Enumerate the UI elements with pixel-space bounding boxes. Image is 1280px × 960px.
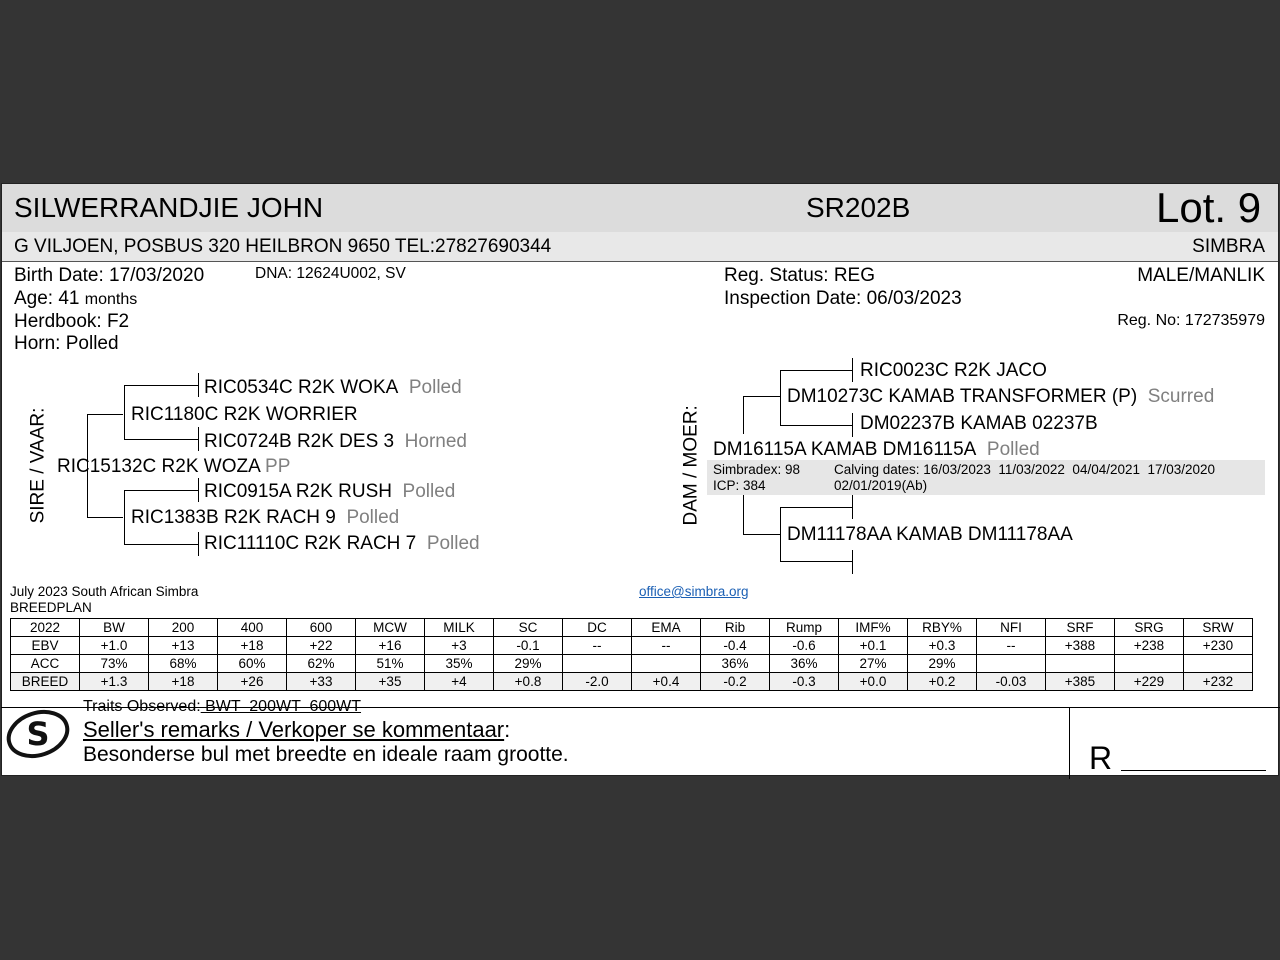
inspection-date: Inspection Date: 06/03/2023 xyxy=(724,288,962,309)
ebv-cell: +232 xyxy=(1184,673,1253,691)
ebv-cell: -- xyxy=(977,637,1046,655)
ebv-cell xyxy=(563,655,632,673)
ebv-cell: 60% xyxy=(218,655,287,673)
ebv-cell: 29% xyxy=(494,655,563,673)
owner-address: G VILJOEN, POSBUS 320 HEILBRON 9650 TEL:27827690344 xyxy=(14,236,552,257)
ebv-cell: +18 xyxy=(218,637,287,655)
ebv-cell: +0.0 xyxy=(839,673,908,691)
ebv-cell: +35 xyxy=(356,673,425,691)
ebv-cell: DC xyxy=(563,619,632,637)
ebv-cell: +229 xyxy=(1115,673,1184,691)
ebv-cell: -0.1 xyxy=(494,637,563,655)
ebv-cell: SRW xyxy=(1184,619,1253,637)
ebv-cell: EMA xyxy=(632,619,701,637)
ebv-cell: EBV xyxy=(11,637,80,655)
ebv-cell: ACC xyxy=(11,655,80,673)
reg-number: Reg. No: 172735979 xyxy=(1117,312,1265,329)
calving-dates-2: 02/01/2019(Ab) xyxy=(834,478,928,493)
email-link[interactable]: office@simbra.org xyxy=(639,584,749,599)
remarks-heading: Seller's remarks / Verkoper se kommentaar: xyxy=(83,717,511,742)
ebv-cell: +33 xyxy=(287,673,356,691)
ebv-cell: -0.6 xyxy=(770,637,839,655)
ebv-row xyxy=(11,655,1253,673)
ebv-cell: MCW xyxy=(356,619,425,637)
ebv-cell: -- xyxy=(563,637,632,655)
ebv-cell: 73% xyxy=(80,655,149,673)
ebv-cell: +0.4 xyxy=(632,673,701,691)
ebv-row xyxy=(11,637,1253,655)
reg-status: Reg. Status: REG xyxy=(724,265,876,286)
sire-name: RIC15132C R2K WOZA PP xyxy=(57,456,291,477)
simbradex: Simbradex: 98 xyxy=(713,462,801,477)
ebv-cell: +238 xyxy=(1115,637,1184,655)
ebv-cell: -0.2 xyxy=(701,673,770,691)
ebv-cell: SRG xyxy=(1115,619,1184,637)
ebv-cell: +0.3 xyxy=(908,637,977,655)
price-prefix: R xyxy=(1089,740,1113,776)
dam-label: DAM / MOER: xyxy=(680,405,702,526)
herdbook: Herdbook: F2 xyxy=(14,311,130,332)
ebv-cell: +22 xyxy=(287,637,356,655)
ebv-cell xyxy=(1115,655,1184,673)
ebv-cell: SRF xyxy=(1046,619,1115,637)
ebv-cell: IMF% xyxy=(839,619,908,637)
animal-code: SR202B xyxy=(806,192,911,223)
ebv-cell xyxy=(632,655,701,673)
ebv-cell: Rump xyxy=(770,619,839,637)
sire-sire-sire: RIC0534C R2K WOKA Polled xyxy=(204,377,462,398)
ebv-cell: 600 xyxy=(287,619,356,637)
ebv-cell: +3 xyxy=(425,637,494,655)
sire-sire-dam: RIC0724B R2K DES 3 Horned xyxy=(204,431,467,452)
ebv-cell: 29% xyxy=(908,655,977,673)
simbra-logo xyxy=(2,705,72,760)
ebv-cell: +230 xyxy=(1184,637,1253,655)
breed-name: SIMBRA xyxy=(1192,236,1265,257)
ebv-cell: +13 xyxy=(149,637,218,655)
ebv-cell: +0.2 xyxy=(908,673,977,691)
sire-dam: RIC1383B R2K RACH 9 Polled xyxy=(131,507,400,528)
ebv-cell: +4 xyxy=(425,673,494,691)
ebv-cell: 36% xyxy=(701,655,770,673)
ebv-table xyxy=(10,618,1253,691)
breedplan-label: BREEDPLAN xyxy=(10,600,92,615)
breedplan-source: July 2023 South African Simbra xyxy=(10,584,199,599)
icp: ICP: 384 xyxy=(713,478,766,493)
ebv-cell: +388 xyxy=(1046,637,1115,655)
ebv-cell: +18 xyxy=(149,673,218,691)
animal-name: SILWERRANDJIE JOHN xyxy=(14,192,324,223)
sire-dam-dam: RIC11110C R2K RACH 7 Polled xyxy=(204,533,480,554)
sire-sire: RIC1180C R2K WORRIER xyxy=(131,404,358,425)
dam-name: DM16115A KAMAB DM16115A Polled xyxy=(713,439,1040,460)
ebv-row xyxy=(11,673,1253,691)
dna: DNA: 12624U002, SV xyxy=(255,265,406,282)
ebv-cell: +0.1 xyxy=(839,637,908,655)
sex: MALE/MANLIK xyxy=(1137,265,1265,286)
ebv-cell: +1.0 xyxy=(80,637,149,655)
ebv-cell: 36% xyxy=(770,655,839,673)
ebv-cell: -0.4 xyxy=(701,637,770,655)
birth-date: Birth Date: 17/03/2020 xyxy=(14,265,205,286)
ebv-cell: 2022 xyxy=(11,619,80,637)
remarks-text: Besonderse bul met breedte en ideale raam grootte. xyxy=(83,743,569,766)
sire-label: SIRE / VAAR: xyxy=(27,407,49,524)
ebv-cell: 51% xyxy=(356,655,425,673)
price-line[interactable] xyxy=(1121,770,1266,771)
lot-number: Lot. 9 xyxy=(1156,184,1262,231)
ebv-cell: +26 xyxy=(218,673,287,691)
horn-status: Horn: Polled xyxy=(14,333,119,354)
ebv-cell: -0.3 xyxy=(770,673,839,691)
ebv-cell: 200 xyxy=(149,619,218,637)
ebv-row xyxy=(11,619,1253,637)
calving-dates: Calving dates: 16/03/2023 11/03/2022 04/04/2021 17/03/2020 xyxy=(834,462,1216,477)
dam-sire: DM10273C KAMAB TRANSFORMER (P) Scurred xyxy=(787,386,1215,407)
ebv-cell: +16 xyxy=(356,637,425,655)
ebv-cell xyxy=(1184,655,1253,673)
dam-dam: DM11178AA KAMAB DM11178AA xyxy=(787,524,1073,545)
ebv-cell: NFI xyxy=(977,619,1046,637)
ebv-cell: 400 xyxy=(218,619,287,637)
ebv-cell: 35% xyxy=(425,655,494,673)
ebv-cell: 27% xyxy=(839,655,908,673)
ebv-cell: -- xyxy=(632,637,701,655)
lot-card xyxy=(1,183,1279,776)
age: Age: 41 months xyxy=(14,288,138,309)
ebv-cell xyxy=(977,655,1046,673)
dam-sire-dam: DM02237B KAMAB 02237B xyxy=(860,413,1098,434)
ebv-cell: Rib xyxy=(701,619,770,637)
ebv-cell xyxy=(1046,655,1115,673)
ebv-cell: SC xyxy=(494,619,563,637)
ebv-cell: 62% xyxy=(287,655,356,673)
ebv-cell: RBY% xyxy=(908,619,977,637)
ebv-cell: -2.0 xyxy=(563,673,632,691)
traits-observed: Traits Observed: BWT 200WT 600WT xyxy=(83,698,362,715)
ebv-cell: +385 xyxy=(1046,673,1115,691)
ebv-cell: -0.03 xyxy=(977,673,1046,691)
ebv-cell: MILK xyxy=(425,619,494,637)
dam-sire-sire: RIC0023C R2K JACO xyxy=(860,360,1047,381)
sire-dam-sire: RIC0915A R2K RUSH Polled xyxy=(204,481,456,502)
ebv-cell: BW xyxy=(80,619,149,637)
svg-text:S: S xyxy=(26,715,50,753)
ebv-cell: BREED xyxy=(11,673,80,691)
ebv-cell: +1.3 xyxy=(80,673,149,691)
ebv-cell: +0.8 xyxy=(494,673,563,691)
ebv-cell: 68% xyxy=(149,655,218,673)
